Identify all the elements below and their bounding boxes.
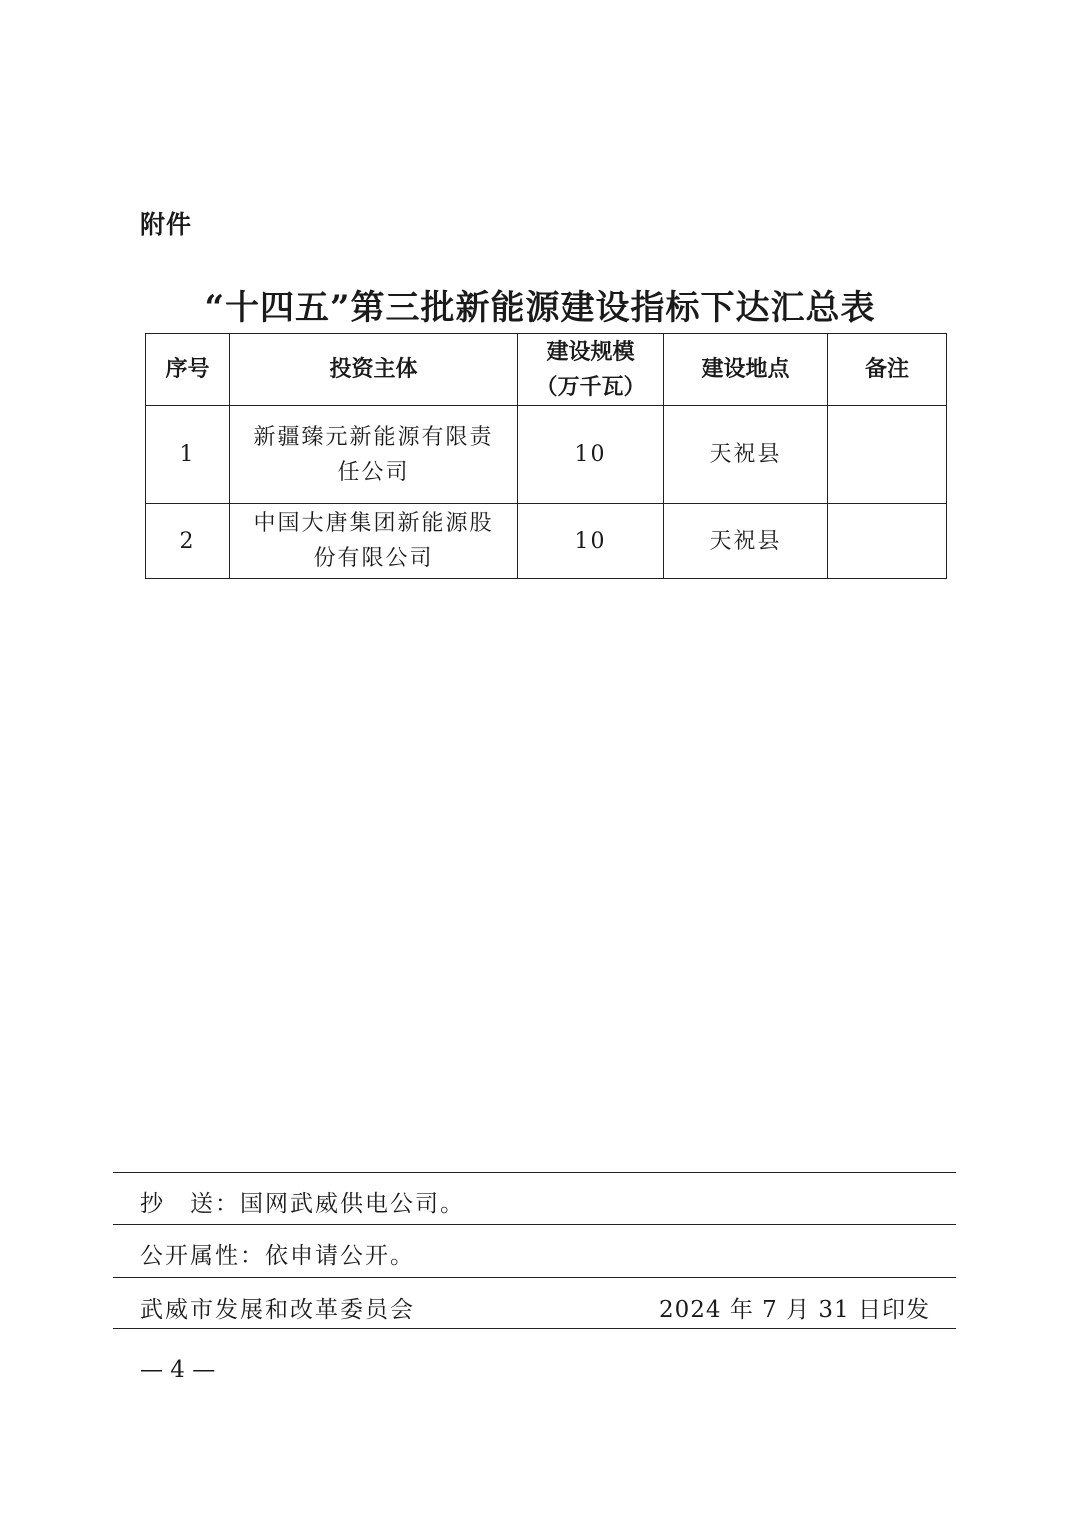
header-scale xyxy=(518,334,664,406)
header-investor: 投资主体 xyxy=(230,334,518,406)
cell-scale: 10 xyxy=(518,406,664,504)
summary-table xyxy=(145,333,947,579)
footer-divider-lower xyxy=(113,1277,956,1278)
disclosure-line xyxy=(140,1237,415,1270)
cell-remarks xyxy=(828,504,947,579)
document-title: “十四五”第三批新能源建设指标下达汇总表 xyxy=(204,288,876,328)
footer-divider-bottom xyxy=(113,1328,956,1329)
header-location: 建设地点 xyxy=(664,334,828,406)
footer-divider-top xyxy=(113,1172,956,1173)
page-number: — 4 — xyxy=(140,1357,216,1383)
cell-investor xyxy=(230,504,518,579)
cell-location: 天祝县 xyxy=(664,504,828,579)
table-row xyxy=(146,406,947,504)
disclosure-label: 公开属性： xyxy=(140,1243,265,1269)
cell-index: 1 xyxy=(146,406,230,504)
issuer-name: 武威市发展和改革委员会 xyxy=(140,1297,415,1323)
attachment-label: 附件 xyxy=(140,210,193,239)
table-row xyxy=(146,504,947,579)
header-scale-line1: 建设规模 xyxy=(546,339,635,365)
issue-date: 2024 年 7 月 31 日印发 xyxy=(659,1297,930,1323)
table-header-row xyxy=(146,334,947,406)
cell-index: 2 xyxy=(146,504,230,579)
header-index: 序号 xyxy=(146,334,230,406)
cc-label: 抄 送： xyxy=(140,1191,240,1217)
cell-investor-line2: 任公司 xyxy=(337,459,410,485)
header-remarks: 备注 xyxy=(828,334,947,406)
cell-investor-line1: 中国大唐集团新能源股 xyxy=(253,511,494,536)
cell-investor-line2: 份有限公司 xyxy=(313,546,434,571)
cc-line xyxy=(140,1185,465,1218)
cell-investor xyxy=(230,406,518,504)
cell-location: 天祝县 xyxy=(664,406,828,504)
footer-divider-middle xyxy=(113,1224,956,1225)
header-scale-line2: （万千瓦） xyxy=(535,374,646,400)
cell-investor-line1: 新疆臻元新能源有限责 xyxy=(253,424,494,450)
cell-remarks xyxy=(828,406,947,504)
cc-value: 国网武威供电公司。 xyxy=(240,1191,465,1217)
cell-scale: 10 xyxy=(518,504,664,579)
disclosure-value: 依申请公开。 xyxy=(265,1243,415,1269)
